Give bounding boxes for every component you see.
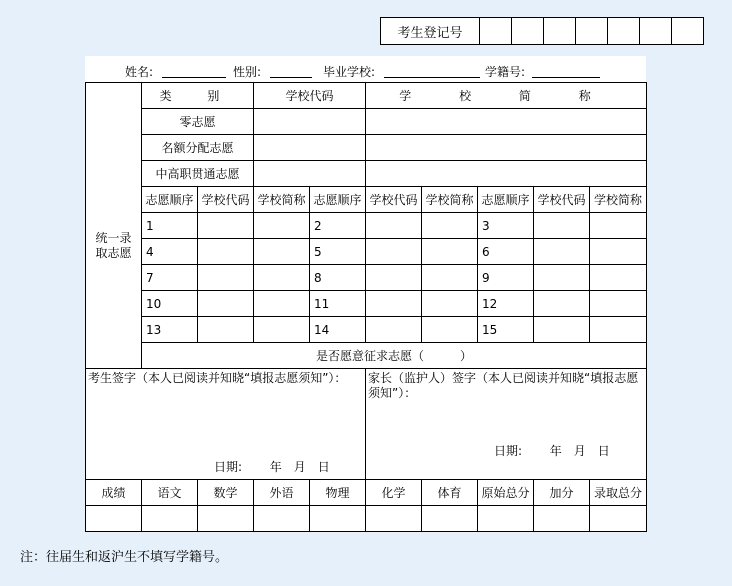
vocational-pathway-label: 中高职贯通志愿 (142, 161, 254, 187)
school-code-cell[interactable] (254, 109, 366, 135)
name-label: 姓名: (125, 65, 154, 79)
gender-field[interactable] (270, 77, 312, 78)
choice-number: 11 (310, 291, 366, 317)
date-label: 日期: (214, 460, 243, 474)
school-code-cell[interactable] (366, 213, 422, 239)
choice-number: 3 (478, 213, 534, 239)
school-name-cell[interactable] (366, 161, 647, 187)
school-code-cell[interactable] (366, 291, 422, 317)
school-name-cell[interactable] (254, 239, 310, 265)
raw-total-header: 原始总分 (478, 480, 534, 506)
school-code-cell[interactable] (366, 317, 422, 343)
adjustment-question[interactable]: 是否愿意征求志愿（ ） (142, 343, 647, 369)
score-value-cell[interactable] (422, 506, 478, 532)
footnote: 注：往届生和返沪生不填写学籍号。 (20, 550, 229, 565)
school-name-cell[interactable] (422, 265, 478, 291)
school-code-cell[interactable] (366, 265, 422, 291)
school-code-cell[interactable] (198, 265, 254, 291)
school-code-cell[interactable] (534, 213, 590, 239)
choice-number: 9 (478, 265, 534, 291)
school-name-header: 学 校 简 称 (366, 83, 647, 109)
school-name-header: 学校简称 (254, 187, 310, 213)
choice-number: 8 (310, 265, 366, 291)
school-name-cell[interactable] (366, 109, 647, 135)
score-value-cell[interactable] (254, 506, 310, 532)
choice-row (86, 317, 647, 343)
choice-number: 2 (310, 213, 366, 239)
school-name-cell[interactable] (590, 291, 647, 317)
registration-digit-cell[interactable] (544, 18, 576, 45)
school-code-header: 学校代码 (254, 83, 366, 109)
school-name-cell[interactable] (422, 213, 478, 239)
choice-order-header: 志愿顺序 (310, 187, 366, 213)
score-value-row (86, 506, 647, 532)
registration-digit-cell[interactable] (576, 18, 608, 45)
parent-signature-date (494, 444, 610, 459)
school-code-cell[interactable] (198, 317, 254, 343)
school-code-cell[interactable] (254, 161, 366, 187)
personal-info-line (85, 63, 646, 81)
choice-number: 10 (142, 291, 198, 317)
unified-admission-label: 统一录取志愿 (86, 83, 142, 369)
student-id-label: 学籍号: (485, 65, 526, 79)
score-header: 成绩 (86, 480, 142, 506)
choice-number: 4 (142, 239, 198, 265)
special-row (86, 109, 647, 135)
parent-signature-area[interactable] (366, 369, 647, 480)
school-name-cell[interactable] (422, 291, 478, 317)
school-code-cell[interactable] (198, 213, 254, 239)
registration-label: 考生登记号 (381, 18, 480, 45)
signature-row (86, 369, 647, 480)
choice-row (86, 291, 647, 317)
school-name-cell[interactable] (590, 213, 647, 239)
school-code-cell[interactable] (198, 291, 254, 317)
school-code-cell[interactable] (534, 317, 590, 343)
score-value-cell[interactable] (590, 506, 647, 532)
quota-allocation-label: 名额分配志愿 (142, 135, 254, 161)
choice-row (86, 213, 647, 239)
school-name-header: 学校简称 (422, 187, 478, 213)
chinese-header: 语文 (142, 480, 198, 506)
choice-number: 7 (142, 265, 198, 291)
student-signature-date (214, 460, 330, 475)
pe-header: 体育 (422, 480, 478, 506)
date-units: 年 月 日 (269, 460, 330, 474)
school-code-cell[interactable] (198, 239, 254, 265)
school-field[interactable] (384, 77, 480, 78)
registration-digit-cell[interactable] (512, 18, 544, 45)
registration-digit-cell[interactable] (608, 18, 640, 45)
choice-number: 12 (478, 291, 534, 317)
school-name-cell[interactable] (590, 317, 647, 343)
school-code-cell[interactable] (366, 239, 422, 265)
header-row (86, 83, 647, 109)
unified-subheader-row (86, 187, 647, 213)
choice-order-header: 志愿顺序 (142, 187, 198, 213)
school-code-cell[interactable] (534, 291, 590, 317)
foreign-language-header: 外语 (254, 480, 310, 506)
registration-digit-cell[interactable] (480, 18, 512, 45)
school-code-header: 学校代码 (366, 187, 422, 213)
score-value-cell[interactable] (198, 506, 254, 532)
school-name-cell[interactable] (254, 317, 310, 343)
score-value-cell[interactable] (142, 506, 198, 532)
choice-row (86, 239, 647, 265)
choice-number: 1 (142, 213, 198, 239)
registration-number-box (380, 17, 704, 45)
school-name-cell[interactable] (422, 239, 478, 265)
admission-total-header: 录取总分 (590, 480, 647, 506)
school-name-header: 学校简称 (590, 187, 647, 213)
choice-number: 15 (478, 317, 534, 343)
special-row (86, 135, 647, 161)
name-field[interactable] (162, 77, 226, 78)
bonus-header: 加分 (534, 480, 590, 506)
score-value-cell[interactable] (86, 506, 142, 532)
school-name-cell[interactable] (590, 239, 647, 265)
category-header: 类 别 (142, 83, 254, 109)
school-code-cell[interactable] (254, 135, 366, 161)
school-name-cell[interactable] (590, 265, 647, 291)
school-name-cell[interactable] (254, 291, 310, 317)
adjustment-row (86, 343, 647, 369)
school-code-cell[interactable] (534, 265, 590, 291)
school-name-cell[interactable] (254, 213, 310, 239)
score-header-row (86, 480, 647, 506)
school-code-cell[interactable] (534, 239, 590, 265)
gender-label: 性别: (233, 65, 262, 79)
choice-number: 13 (142, 317, 198, 343)
school-name-cell[interactable] (422, 317, 478, 343)
choice-number: 5 (310, 239, 366, 265)
special-row (86, 161, 647, 187)
score-value-cell[interactable] (310, 506, 366, 532)
date-units: 年 月 日 (549, 444, 610, 458)
registration-digit-cell[interactable] (672, 18, 704, 45)
student-signature-label: 考生签字（本人已阅读并知晓“填报志愿须知”）： (88, 371, 347, 385)
zero-choice-label: 零志愿 (142, 109, 254, 135)
school-label: 毕业学校: (323, 65, 376, 79)
school-name-cell[interactable] (254, 265, 310, 291)
school-name-cell[interactable] (366, 135, 647, 161)
student-signature-area[interactable] (86, 369, 366, 480)
choice-number: 14 (310, 317, 366, 343)
choice-order-header: 志愿顺序 (478, 187, 534, 213)
score-value-cell[interactable] (534, 506, 590, 532)
choice-row (86, 265, 647, 291)
chemistry-header: 化学 (366, 480, 422, 506)
parent-signature-label: 家长（监护人）签字（本人已阅读并知晓“填报志愿须知”）： (368, 371, 639, 400)
school-code-header: 学校代码 (198, 187, 254, 213)
math-header: 数学 (198, 480, 254, 506)
student-id-field[interactable] (532, 77, 600, 78)
physics-header: 物理 (310, 480, 366, 506)
registration-digit-cell[interactable] (640, 18, 672, 45)
date-label: 日期: (494, 444, 523, 458)
school-code-header: 学校代码 (534, 187, 590, 213)
application-table (85, 82, 647, 532)
choice-number: 6 (478, 239, 534, 265)
score-value-cell[interactable] (366, 506, 422, 532)
score-value-cell[interactable] (478, 506, 534, 532)
